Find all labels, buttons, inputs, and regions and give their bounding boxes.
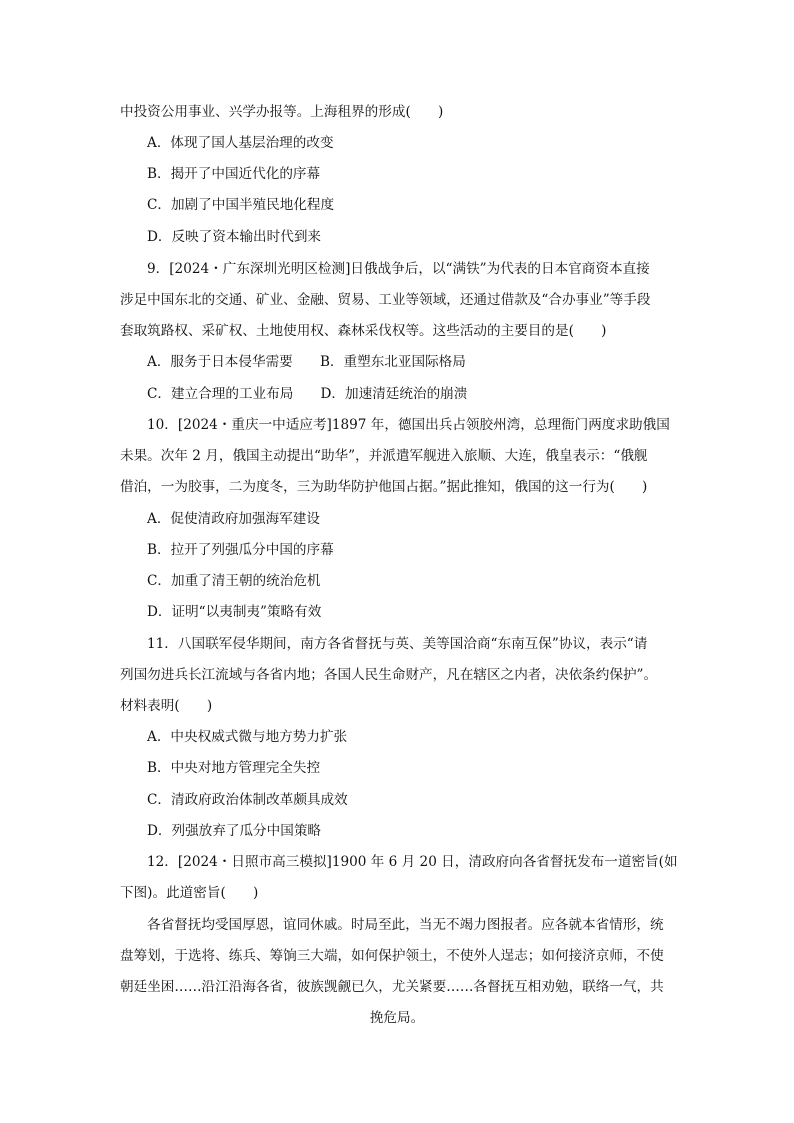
q8-option-d: D．反映了资本输出时代到来 [147,229,322,245]
quote-line-1: 各省督抚均受国厚恩，谊同休戚。时局至此，当无不竭力图报者。应各就本省情形，统 [147,917,664,933]
q11-option-c: C．清政府政治体制改革颇具成效 [147,792,348,808]
quote-line-2: 盘筹划，于选将、练兵、筹饷三大端，如何保护领土，不使外人逞志；如何接济京师，不使 [120,948,664,964]
question-11-line-1: 11．八国联军侵华期间，南方各省督抚与英、美等国洽商“东南互保”协议，表示“请 [147,636,648,652]
q10-option-b: B．拉开了列强瓜分中国的序幕 [147,542,334,558]
question-9-line-3: 套取筑路权、采矿权、土地使用权、森林采伐权等。这些活动的主要目的是( ) [120,323,607,339]
question-9-line-1: 9．[2024・广东深圳光明区检测]日俄战争后，以“满铁”为代表的日本官商资本直接 [147,261,650,277]
q11-option-b: B．中央对地方管理完全失控 [147,760,321,776]
question-10-line-1: 10．[2024・重庆一中适应考]1897 年，德国出兵占领胶州湾，总理衙门两度求助俄国 [147,417,670,433]
question-11-line-3: 材料表明( ) [120,698,213,714]
q10-option-d: D．证明“以夷制夷”策略有效 [147,604,322,620]
q11-option-d: D．列强放弃了瓜分中国策略 [147,823,322,839]
quote-line-3: 朝廷坐困……沿江沿海各省，彼族觊觎已久，尤关紧要……各督抚互相劝勉，联络一气，共 [120,979,664,995]
q8-option-b: B．揭开了中国近代化的序幕 [147,166,321,182]
q11-option-a: A．中央权威式微与地方势力扩张 [147,729,348,745]
q8-option-a: A．体现了国人基层治理的改变 [147,135,334,151]
q10-option-a: A．促使清政府加强海军建设 [147,511,320,527]
question-10-line-2: 未果。次年 2 月，俄国主动提出“助华”，并派遣军舰进入旅顺、大连，俄皇表示：“俄舰 [120,448,648,464]
q9-options-ab: A．服务于日本侵华需要 B．重塑东北亚国际格局 [147,354,466,370]
question-12-line-1: 12．[2024・日照市高三模拟]1900 年 6 月 20 日，清政府向各省督抚发布一道密旨(如 [147,854,678,870]
question-11-line-2: 列国勿进兵长江流域与各省内地；各国人民生命财产，凡在辖区之内者，决依条约保护”。 [120,667,658,683]
quote-line-4: 挽危局。 [369,1010,425,1026]
q9-options-cd: C．建立合理的工业布局 D．加速清廷统治的崩溃 [147,386,468,402]
question-12-line-2: 下图)。此道密旨( ) [120,885,259,901]
q10-option-c: C．加重了清王朝的统治危机 [147,573,321,589]
question-9-line-2: 涉足中国东北的交通、矿业、金融、贸易、工业等领域，还通过借款及“合办事业”等手段 [120,292,651,308]
question-8-stem-tail: 中投资公用事业、兴学办报等。上海租界的形成( ) [120,104,444,120]
q8-option-c: C．加剧了中国半殖民地化程度 [147,197,335,213]
question-10-line-3: 借泊，一为胶事，二为度冬，三为助华防护他国占据。”据此推知，俄国的这一行为( ) [120,479,648,495]
